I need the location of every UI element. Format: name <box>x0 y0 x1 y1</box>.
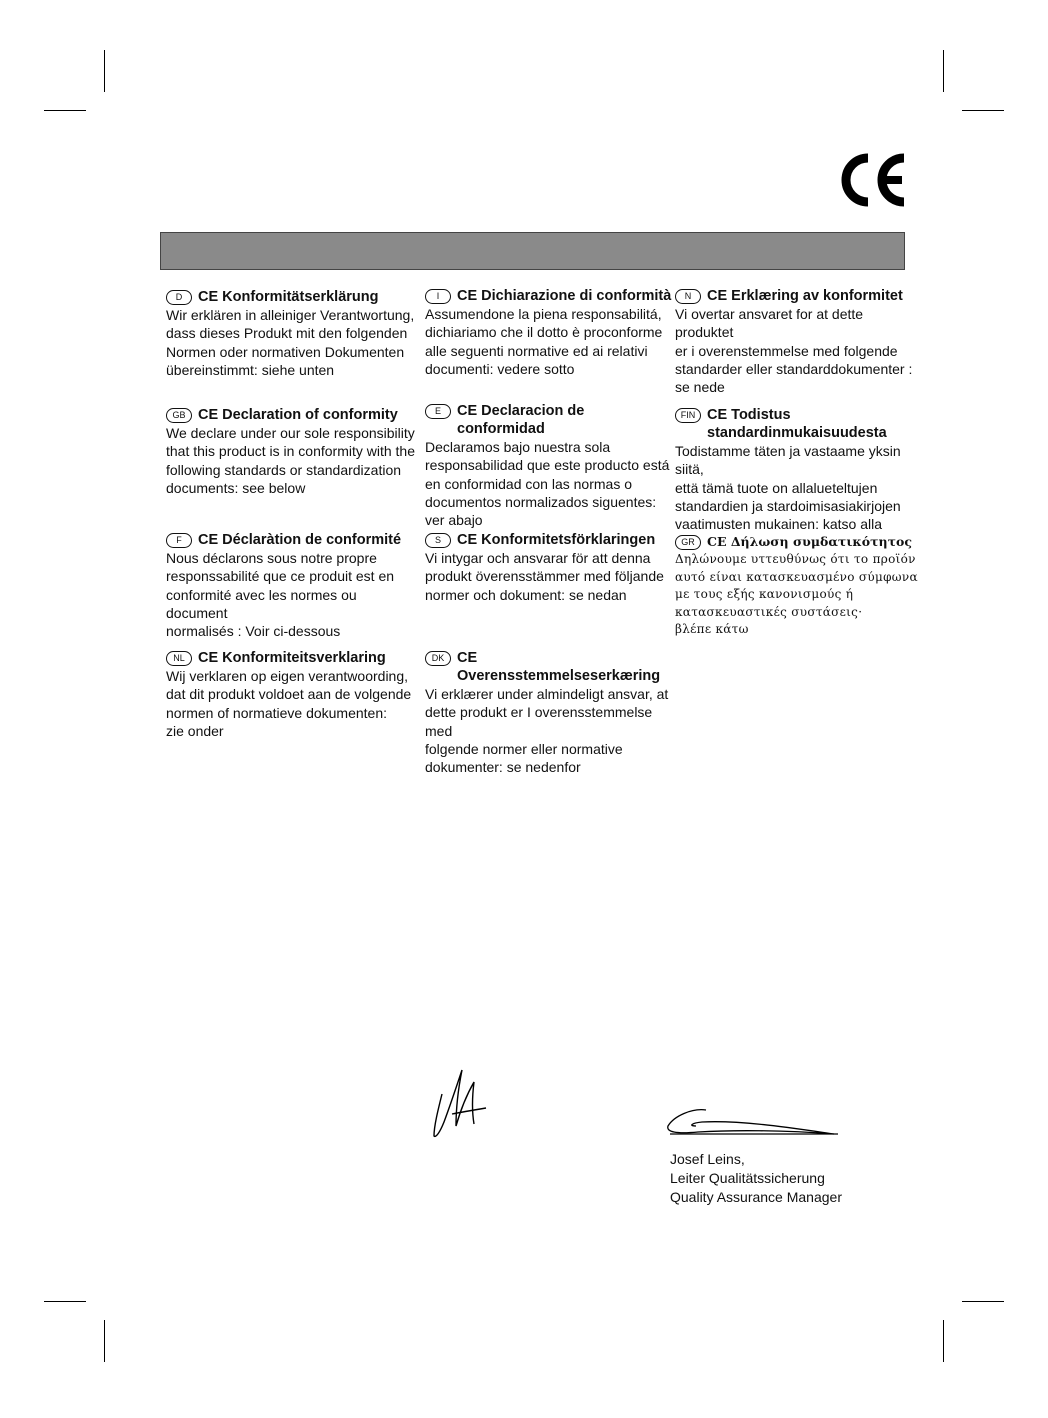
declaration-text: Todistamme täten ja vastaame yksin siitä, että tämä tuote on allalueteltujen standardien ja stardoimisasiakirjojen vaatimusten mukainen: katso alla <box>675 443 901 533</box>
declaration-text: Declaramos bajo nuestra sola responsabilidad que este producto está en conformidad con las normas o documentos normalizados siguentes: ver abajo <box>425 439 670 529</box>
header-bar <box>160 232 905 270</box>
declaration-title: CE Todistus standardinmukaisuudesta <box>707 407 887 441</box>
signature-josef-leins <box>662 1100 842 1144</box>
declaration-text: Nous déclarons sous notre propre responssabilité que ce produit est en conformité avec les normes ou document normalisés : Voir ci-dessous <box>166 550 395 640</box>
declaration-text: Δηλώνουμε υττευθύνως ότι το προϊόν αυτό είναι κατασκευασμένο σύμφωνα με τους εξής κανονισμούς ή κατασκευαστικές συστάσεις· βλέπε κάτω <box>675 552 918 636</box>
crop-mark <box>943 50 944 92</box>
crop-mark <box>44 1301 86 1302</box>
crop-mark <box>104 1320 105 1362</box>
declaration-fin <box>675 406 925 533</box>
language-badge: FIN <box>675 408 701 423</box>
declaration-title: CE Declaration of conformity <box>198 407 398 423</box>
declaration-e <box>425 402 675 529</box>
language-badge: S <box>425 533 451 548</box>
declaration-gb <box>166 406 416 497</box>
declaration-title: CE Dichiarazione di conformità <box>457 288 672 304</box>
language-badge: GR <box>675 535 701 550</box>
language-badge: D <box>166 290 192 305</box>
declaration-text: Wir erklären in alleiniger Verantwortung, dass dieses Produkt mit den folgenden Normen oder normativen Dokumenten übereinstimmt: siehe unten <box>166 307 415 378</box>
ce-mark-logo <box>838 152 910 208</box>
declaration-gr <box>675 533 925 639</box>
crop-mark <box>962 110 1004 111</box>
language-badge: F <box>166 533 192 548</box>
signer-details: Josef Leins, Leiter Qualitätssicherung Quality Assurance Manager <box>670 1151 842 1205</box>
declaration-title: CE Konformiteitsverklaring <box>198 650 386 666</box>
language-badge: I <box>425 289 451 304</box>
declaration-n <box>675 287 925 396</box>
declaration-title: CE Overensstemmelseserkæring <box>457 650 661 684</box>
declaration-title: CE Δήλωση συμδατικότητος <box>707 534 912 549</box>
declaration-f <box>166 531 416 640</box>
crop-mark <box>962 1301 1004 1302</box>
declaration-de <box>166 288 416 379</box>
crop-mark <box>943 1320 944 1362</box>
declaration-text: Vi overtar ansvaret for at dette produktet er i overenstemmelse med folgende standarder eller standarddokumenter : se nede <box>675 306 913 396</box>
signature-initials <box>428 1052 492 1144</box>
declaration-title: CE Erklæring av konformitet <box>707 288 903 304</box>
declaration-dk <box>425 649 675 776</box>
declaration-s <box>425 531 675 604</box>
declaration-text: Assumendone la piena responsabilitá, dichiariamo che il dotto è proconforme alle seguenti normative ed ai relativi documenti: vedere sotto <box>425 306 663 377</box>
declaration-title: CE Declaracion de conformidad <box>457 403 585 437</box>
declaration-text: Vi intygar och ansvarar för att denna produkt överensstämmer med följande normer och dokument: se nedan <box>425 550 664 603</box>
crop-mark <box>44 110 86 111</box>
declaration-title: CE Konformitetsförklaringen <box>457 532 656 548</box>
declaration-title: CE Konformitätserklärung <box>198 289 379 305</box>
language-badge: DK <box>425 651 451 666</box>
declaration-text: We declare under our sole responsibility that this product is in conformity with the following standards or standardization documents: see below <box>166 425 415 496</box>
declaration-i <box>425 287 675 378</box>
language-badge: GB <box>166 408 192 423</box>
declaration-title: CE Déclaràtion de conformité <box>198 532 402 548</box>
language-badge: E <box>425 404 451 419</box>
declaration-text: Wij verklaren op eigen verantwoording, dat dit produkt voldoet aan de volgende normen of normatieve dokumenten: zie onder <box>166 668 412 739</box>
language-badge: N <box>675 289 701 304</box>
crop-mark <box>104 50 105 92</box>
language-badge: NL <box>166 651 192 666</box>
declaration-text: Vi erklærer under almindeligt ansvar, at dette produkt er I overensstemmelse med folgende normer eller normative dokumenter: se nedenfor <box>425 686 669 776</box>
declaration-nl <box>166 649 416 740</box>
